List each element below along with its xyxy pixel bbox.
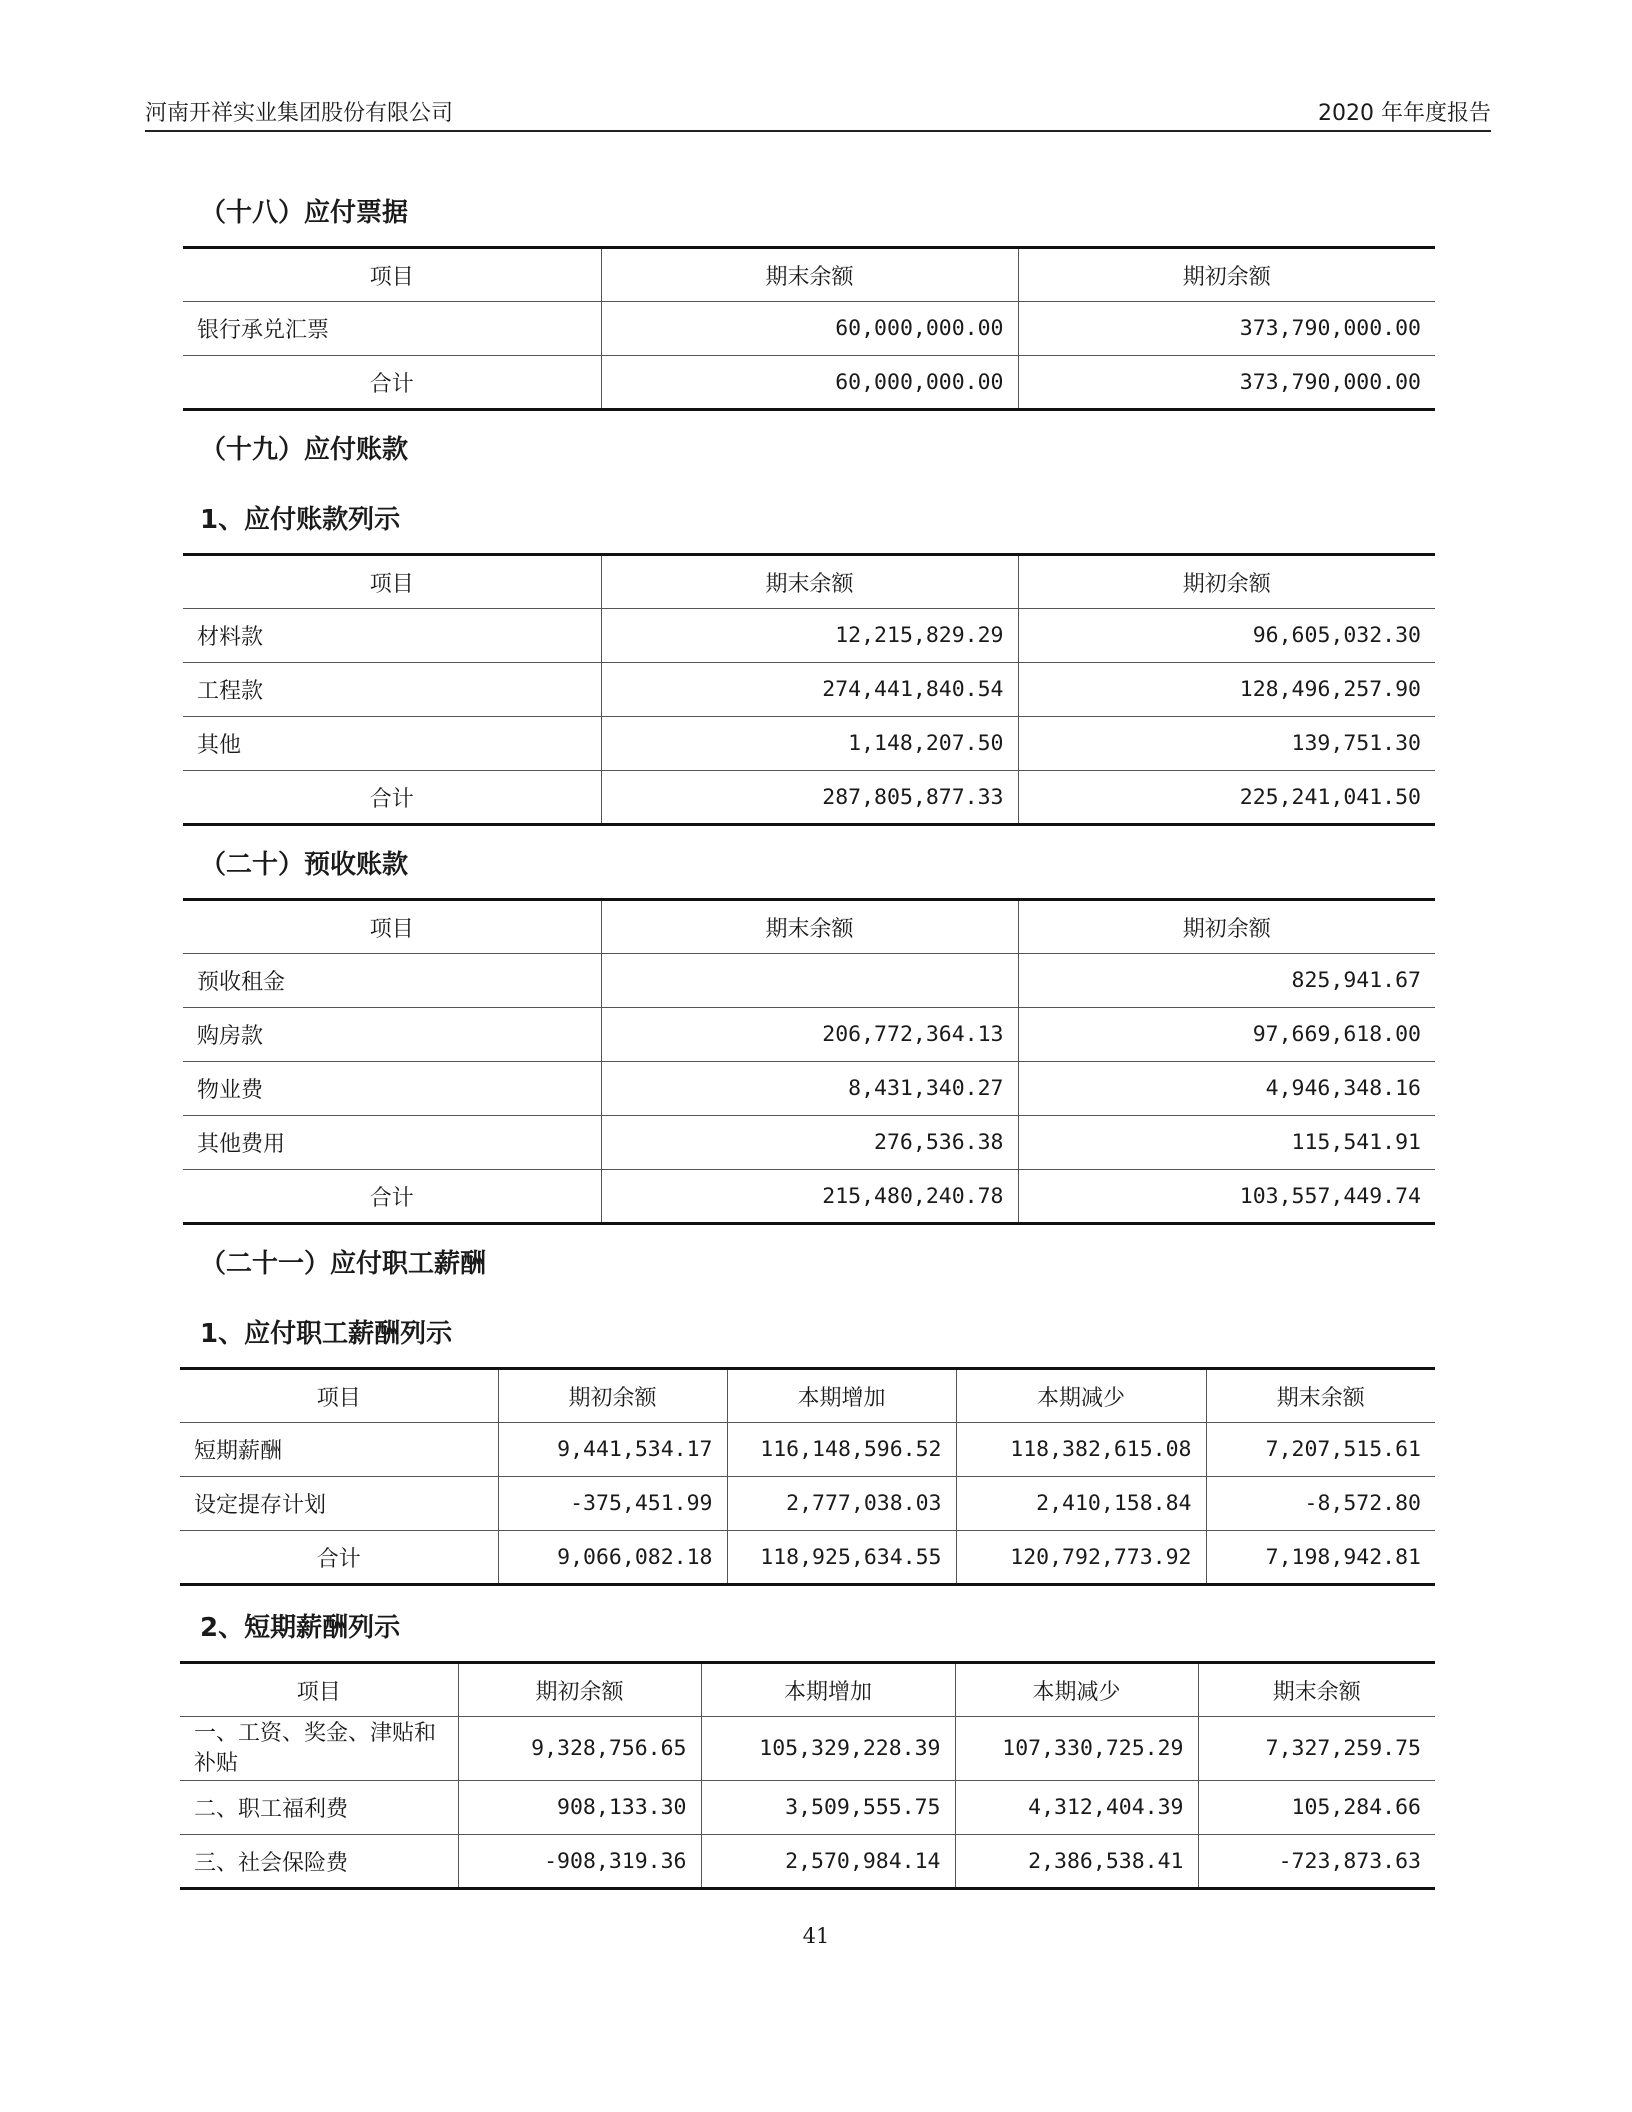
total-end-balance: 287,805,877.33 [601,771,1018,825]
row-end-balance: 105,284.66 [1198,1781,1435,1835]
row-begin-balance: 128,496,257.90 [1018,663,1435,717]
row-begin-balance: 139,751.30 [1018,717,1435,771]
row-label: 其他 [183,717,601,771]
total-begin-balance: 373,790,000.00 [1018,356,1435,410]
table-header-row [180,1369,1435,1423]
total-end-balance: 60,000,000.00 [601,356,1018,410]
row-begin-balance: 908,133.30 [458,1781,701,1835]
table-row [180,1423,1435,1477]
row-begin-balance: 9,441,534.17 [498,1423,727,1477]
row-label: 工程款 [183,663,601,717]
total-decrease: 120,792,773.92 [956,1531,1206,1585]
employee-compensation-table [180,1367,1435,1586]
row-end-balance: 7,207,515.61 [1206,1423,1435,1477]
row-decrease: 2,410,158.84 [956,1477,1206,1531]
total-row [180,1531,1435,1585]
header-item: 项目 [180,1369,498,1423]
row-label: 购房款 [183,1008,601,1062]
header-end-balance: 期末余额 [1198,1663,1435,1717]
row-begin-balance: -375,451.99 [498,1477,727,1531]
table-row [183,302,1435,356]
section-title-employee-compensation: （二十一）应付职工薪酬 [200,1249,487,1279]
section-title-advance-receipts: （二十）预收账款 [200,850,409,880]
total-label: 合计 [180,1531,498,1585]
report-title: 2020 年年度报告 [1318,101,1491,126]
header-item: 项目 [183,900,601,954]
row-label: 材料款 [183,609,601,663]
table-header-row [180,1663,1435,1717]
total-begin-balance: 103,557,449.74 [1018,1170,1435,1224]
header-begin-balance: 期初余额 [1018,555,1435,609]
table-header-row [183,248,1435,302]
table-row [180,1717,1435,1781]
row-label: 物业费 [183,1062,601,1116]
page-header [145,96,1491,132]
total-begin-balance: 9,066,082.18 [498,1531,727,1585]
table-header-row [183,555,1435,609]
row-end-balance: 12,215,829.29 [601,609,1018,663]
row-begin-balance: -908,319.36 [458,1835,701,1889]
row-decrease: 2,386,538.41 [955,1835,1198,1889]
short-term-compensation-table [180,1661,1435,1890]
row-label: 短期薪酬 [180,1423,498,1477]
table-row [183,717,1435,771]
header-end-balance: 期末余额 [1206,1369,1435,1423]
row-begin-balance: 373,790,000.00 [1018,302,1435,356]
accounts-payable-table [183,553,1435,826]
notes-payable-table [183,246,1435,411]
subsection-title-short-term-compensation: 2、短期薪酬列示 [200,1613,401,1643]
table-row [183,1062,1435,1116]
row-end-balance: 274,441,840.54 [601,663,1018,717]
row-increase: 116,148,596.52 [727,1423,956,1477]
row-increase: 2,570,984.14 [701,1835,955,1889]
header-begin-balance: 期初余额 [1018,900,1435,954]
row-label: 银行承兑汇票 [183,302,601,356]
total-end-balance: 215,480,240.78 [601,1170,1018,1224]
row-label: 设定提存计划 [180,1477,498,1531]
subsection-title-accounts-payable-list: 1、应付账款列示 [200,505,401,535]
row-begin-balance: 4,946,348.16 [1018,1062,1435,1116]
header-begin-balance: 期初余额 [458,1663,701,1717]
header-item: 项目 [180,1663,458,1717]
header-item: 项目 [183,248,601,302]
header-end-balance: 期末余额 [601,248,1018,302]
table-row [180,1835,1435,1889]
row-increase: 105,329,228.39 [701,1717,955,1781]
table-row [183,954,1435,1008]
page-number: 41 [802,1924,830,1948]
subsection-title-compensation-list: 1、应付职工薪酬列示 [200,1319,453,1349]
row-end-balance: 7,327,259.75 [1198,1717,1435,1781]
row-decrease: 118,382,615.08 [956,1423,1206,1477]
total-row [183,771,1435,825]
table-row [183,1008,1435,1062]
row-end-balance: 8,431,340.27 [601,1062,1018,1116]
total-end-balance: 7,198,942.81 [1206,1531,1435,1585]
row-label: 其他费用 [183,1116,601,1170]
total-row [183,1170,1435,1224]
row-end-balance [601,954,1018,1008]
row-label: 一、工资、奖金、津贴和补贴 [180,1717,458,1781]
header-item: 项目 [183,555,601,609]
total-label: 合计 [183,771,601,825]
header-increase: 本期增加 [727,1369,956,1423]
table-row [180,1477,1435,1531]
row-end-balance: 206,772,364.13 [601,1008,1018,1062]
company-name: 河南开祥实业集团股份有限公司 [145,101,454,126]
row-label: 二、职工福利费 [180,1781,458,1835]
row-end-balance: -723,873.63 [1198,1835,1435,1889]
header-begin-balance: 期初余额 [1018,248,1435,302]
total-increase: 118,925,634.55 [727,1531,956,1585]
row-end-balance: -8,572.80 [1206,1477,1435,1531]
section-title-notes-payable: （十八）应付票据 [200,198,409,228]
header-decrease: 本期减少 [955,1663,1198,1717]
section-title-accounts-payable: （十九）应付账款 [200,435,409,465]
table-row [183,663,1435,717]
header-increase: 本期增加 [701,1663,955,1717]
row-label: 预收租金 [183,954,601,1008]
total-begin-balance: 225,241,041.50 [1018,771,1435,825]
header-end-balance: 期末余额 [601,555,1018,609]
header-decrease: 本期减少 [956,1369,1206,1423]
table-row [180,1781,1435,1835]
table-header-row [183,900,1435,954]
advance-receipts-table [183,898,1435,1225]
row-decrease: 107,330,725.29 [955,1717,1198,1781]
header-end-balance: 期末余额 [601,900,1018,954]
table-row [183,1116,1435,1170]
row-increase: 3,509,555.75 [701,1781,955,1835]
row-begin-balance: 825,941.67 [1018,954,1435,1008]
row-begin-balance: 115,541.91 [1018,1116,1435,1170]
header-begin-balance: 期初余额 [498,1369,727,1423]
total-label: 合计 [183,356,601,410]
row-increase: 2,777,038.03 [727,1477,956,1531]
row-begin-balance: 97,669,618.00 [1018,1008,1435,1062]
row-begin-balance: 96,605,032.30 [1018,609,1435,663]
row-end-balance: 60,000,000.00 [601,302,1018,356]
row-end-balance: 276,536.38 [601,1116,1018,1170]
row-begin-balance: 9,328,756.65 [458,1717,701,1781]
row-decrease: 4,312,404.39 [955,1781,1198,1835]
total-label: 合计 [183,1170,601,1224]
row-end-balance: 1,148,207.50 [601,717,1018,771]
row-label: 三、社会保险费 [180,1835,458,1889]
table-row [183,609,1435,663]
total-row [183,356,1435,410]
